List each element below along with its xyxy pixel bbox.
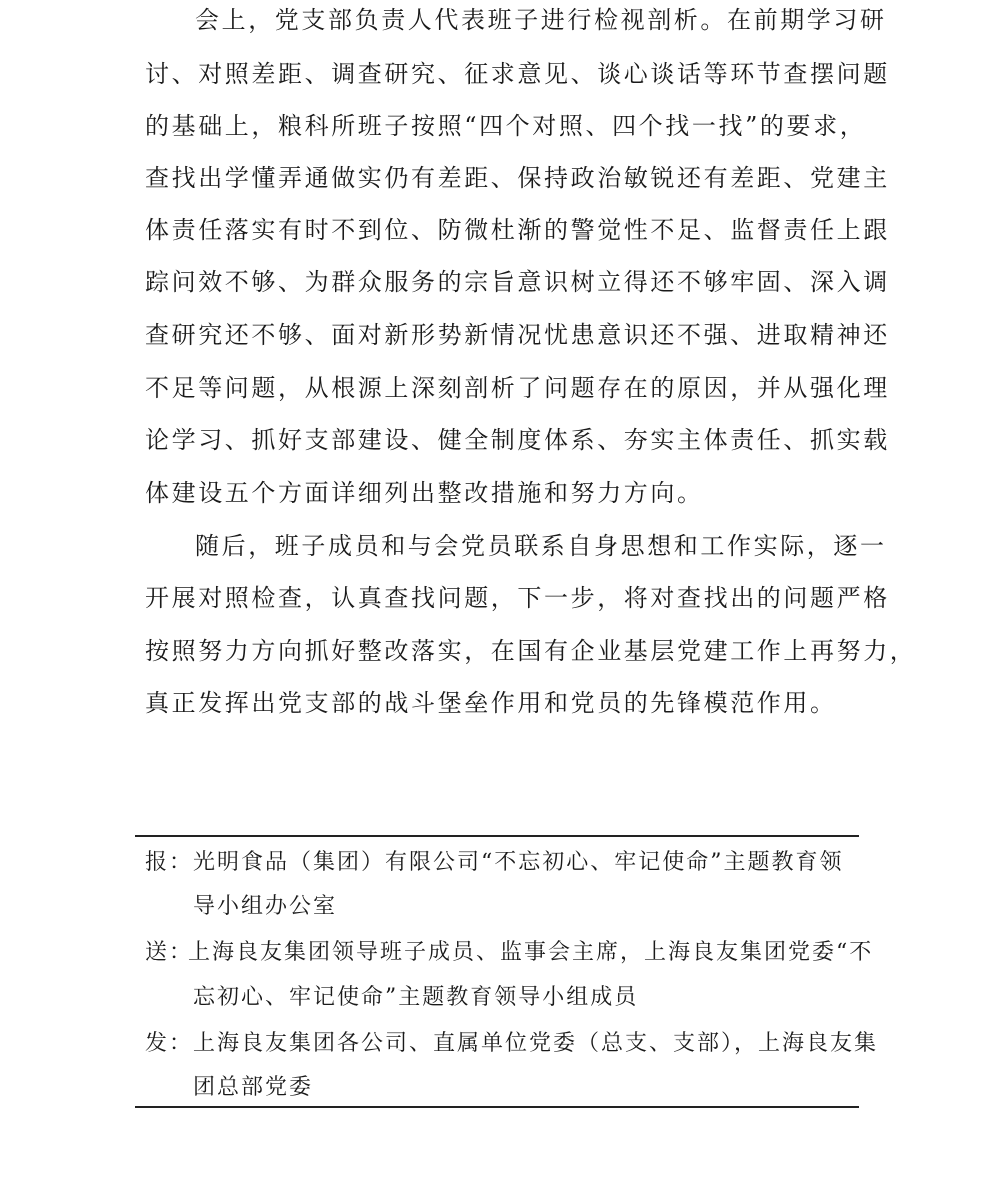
send-line-1: 上海良友集团领导班子成员、监事会主席，上海良友集团党委“不 — [188, 940, 874, 965]
paragraph-2-line-4: 真正发挥出党支部的战斗堡垒作用和党员的先锋模范作用。 — [145, 689, 837, 717]
paragraph-1-line-8: 不足等问题，从根源上深刻剖析了问题存在的原因，并从强化理 — [145, 374, 890, 402]
report-line-1: 光明食品（集团）有限公司“不忘初心、牢记使命”主题教育领 — [193, 850, 844, 875]
paragraph-2-line-2: 开展对照检查，认真查找问题，下一步，将对查找出的问题严格 — [145, 584, 890, 612]
send-line-2: 忘初心、牢记使命”主题教育领导小组成员 — [193, 985, 639, 1010]
paragraph-1-line-3: 的基础上，粮科所班子按照“四个对照、四个找一找”的要求， — [145, 112, 867, 140]
paragraph-1-line-5: 体责任落实有时不到位、防微杜渐的警觉性不足、监督责任上跟 — [145, 216, 890, 244]
paragraph-1-line-2: 讨、对照差距、调查研究、征求意见、谈心谈话等环节查摆问题 — [145, 60, 890, 88]
paragraph-2-line-3: 按照努力方向抓好整改落实，在国有企业基层党建工作上再努力， — [145, 637, 917, 665]
paragraph-2-line-1: 随后，班子成员和与会党员联系自身思想和工作实际，逐一 — [195, 532, 887, 560]
paragraph-1-line-10: 体建设五个方面详细列出整改措施和努力方向。 — [145, 479, 704, 507]
issue-line-1: 上海良友集团各公司、直属单位党委（总支、支部），上海良友集 — [193, 1031, 879, 1056]
paragraph-1-line-9: 论学习、抓好支部建设、健全制度体系、夯实主体责任、抓实载 — [145, 426, 890, 454]
report-line-2: 导小组办公室 — [193, 894, 338, 919]
top-rule — [135, 835, 859, 837]
paragraph-1-line-1: 会上，党支部负责人代表班子进行检视剖析。在前期学习研 — [195, 6, 887, 34]
paragraph-1-line-6: 踪问效不够、为群众服务的宗旨意识树立得还不够牢固、深入调 — [145, 268, 890, 296]
paragraph-1-line-7: 查研究还不够、面对新形势新情况忧患意识还不强、进取精神还 — [145, 321, 890, 349]
send-label: 送： — [145, 940, 194, 965]
paragraph-1-line-4: 查找出学懂弄通做实仍有差距、保持政治敏锐还有差距、党建主 — [145, 164, 890, 192]
report-label: 报： — [145, 850, 194, 875]
bottom-rule — [135, 1106, 859, 1108]
issue-label: 发： — [145, 1031, 194, 1056]
issue-line-2: 团总部党委 — [193, 1075, 314, 1100]
